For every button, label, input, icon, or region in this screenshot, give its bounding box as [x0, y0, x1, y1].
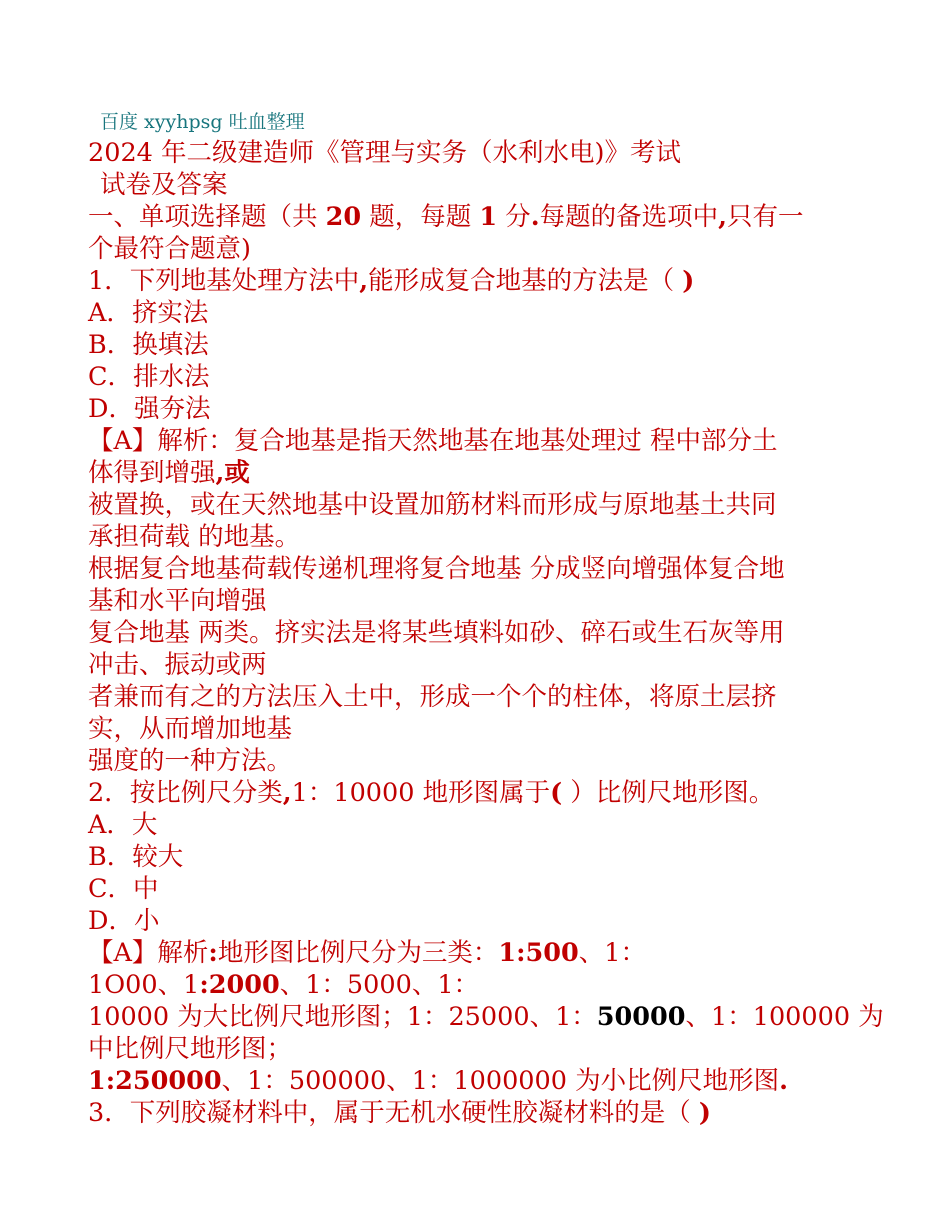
- q2-analysis-line: 【A】解析:地形图比例尺分为三类：1:500、1：: [88, 938, 646, 968]
- q1-analysis-line: 基和水平向增强: [88, 586, 267, 616]
- q1-analysis-line: 复合地基 两类。挤实法是将某些填料如砂、碎石或生石灰等用: [88, 618, 785, 648]
- q1-analysis-line: 体得到增强,或: [88, 458, 250, 488]
- q1-analysis-line: 被置换，或在天然地基中设置加筋材料而形成与原地基土共同: [88, 490, 777, 520]
- q1-analysis-line: 者兼而有之的方法压入土中，形成一个个的柱体，将原土层挤: [88, 682, 777, 712]
- question-2-stem: 2．按比例尺分类,1：10000 地形图属于( ）比例尺地形图。: [88, 778, 775, 808]
- question-1-stem: 1．下列地基处理方法中,能形成复合地基的方法是（ ): [88, 266, 695, 296]
- q1-analysis-line: 根据复合地基荷载传递机理将复合地基 分成竖向增强体复合地: [88, 554, 785, 584]
- q2-option-b: B．较大: [88, 842, 184, 872]
- q1-analysis-line: 冲击、振动或两: [88, 650, 267, 680]
- section-heading-cont: 个最符合题意): [88, 234, 251, 264]
- q1-analysis-line: 承担荷载 的地基。: [88, 522, 301, 552]
- q2-option-d: D．小: [88, 906, 160, 936]
- q1-option-d: D．强夯法: [88, 394, 211, 424]
- q2-option-a: A．大: [88, 810, 158, 840]
- q2-analysis-line: 1:250000、1：500000、1：1000000 为小比例尺地形图.: [88, 1066, 788, 1096]
- document-title: 2024 年二级建造师《管理与实务（水利水电)》考试: [88, 138, 681, 168]
- section-heading: 一、单项选择题（共 20 题，每题 1 分.每题的备选项中,只有一: [88, 202, 804, 232]
- q1-analysis-line: 强度的一种方法。: [88, 746, 293, 776]
- header-note: 百度 xyyhpsg 吐血整理: [100, 111, 305, 133]
- q2-analysis-line: 1O00、1:2000、1：5000、1：: [88, 970, 480, 1000]
- q2-analysis-line: 中比例尺地形图；: [88, 1034, 293, 1064]
- q1-option-c: C．排水法: [88, 362, 210, 392]
- q2-option-c: C．中: [88, 874, 159, 904]
- q1-option-b: B．换填法: [88, 330, 209, 360]
- q1-analysis-line: 【A】解析：复合地基是指天然地基在地基处理过 程中部分土: [88, 426, 778, 456]
- document-subtitle: 试卷及答案: [100, 170, 228, 200]
- q1-option-a: A．挤实法: [88, 298, 209, 328]
- q1-analysis-line: 实，从而增加地基: [88, 714, 293, 744]
- q2-analysis-line: 10000 为大比例尺地形图；1：25000、1：50000、1：100000 为: [88, 1002, 884, 1032]
- question-3-stem: 3．下列胶凝材料中，属于无机水硬性胶凝材料的是（ ): [88, 1098, 711, 1128]
